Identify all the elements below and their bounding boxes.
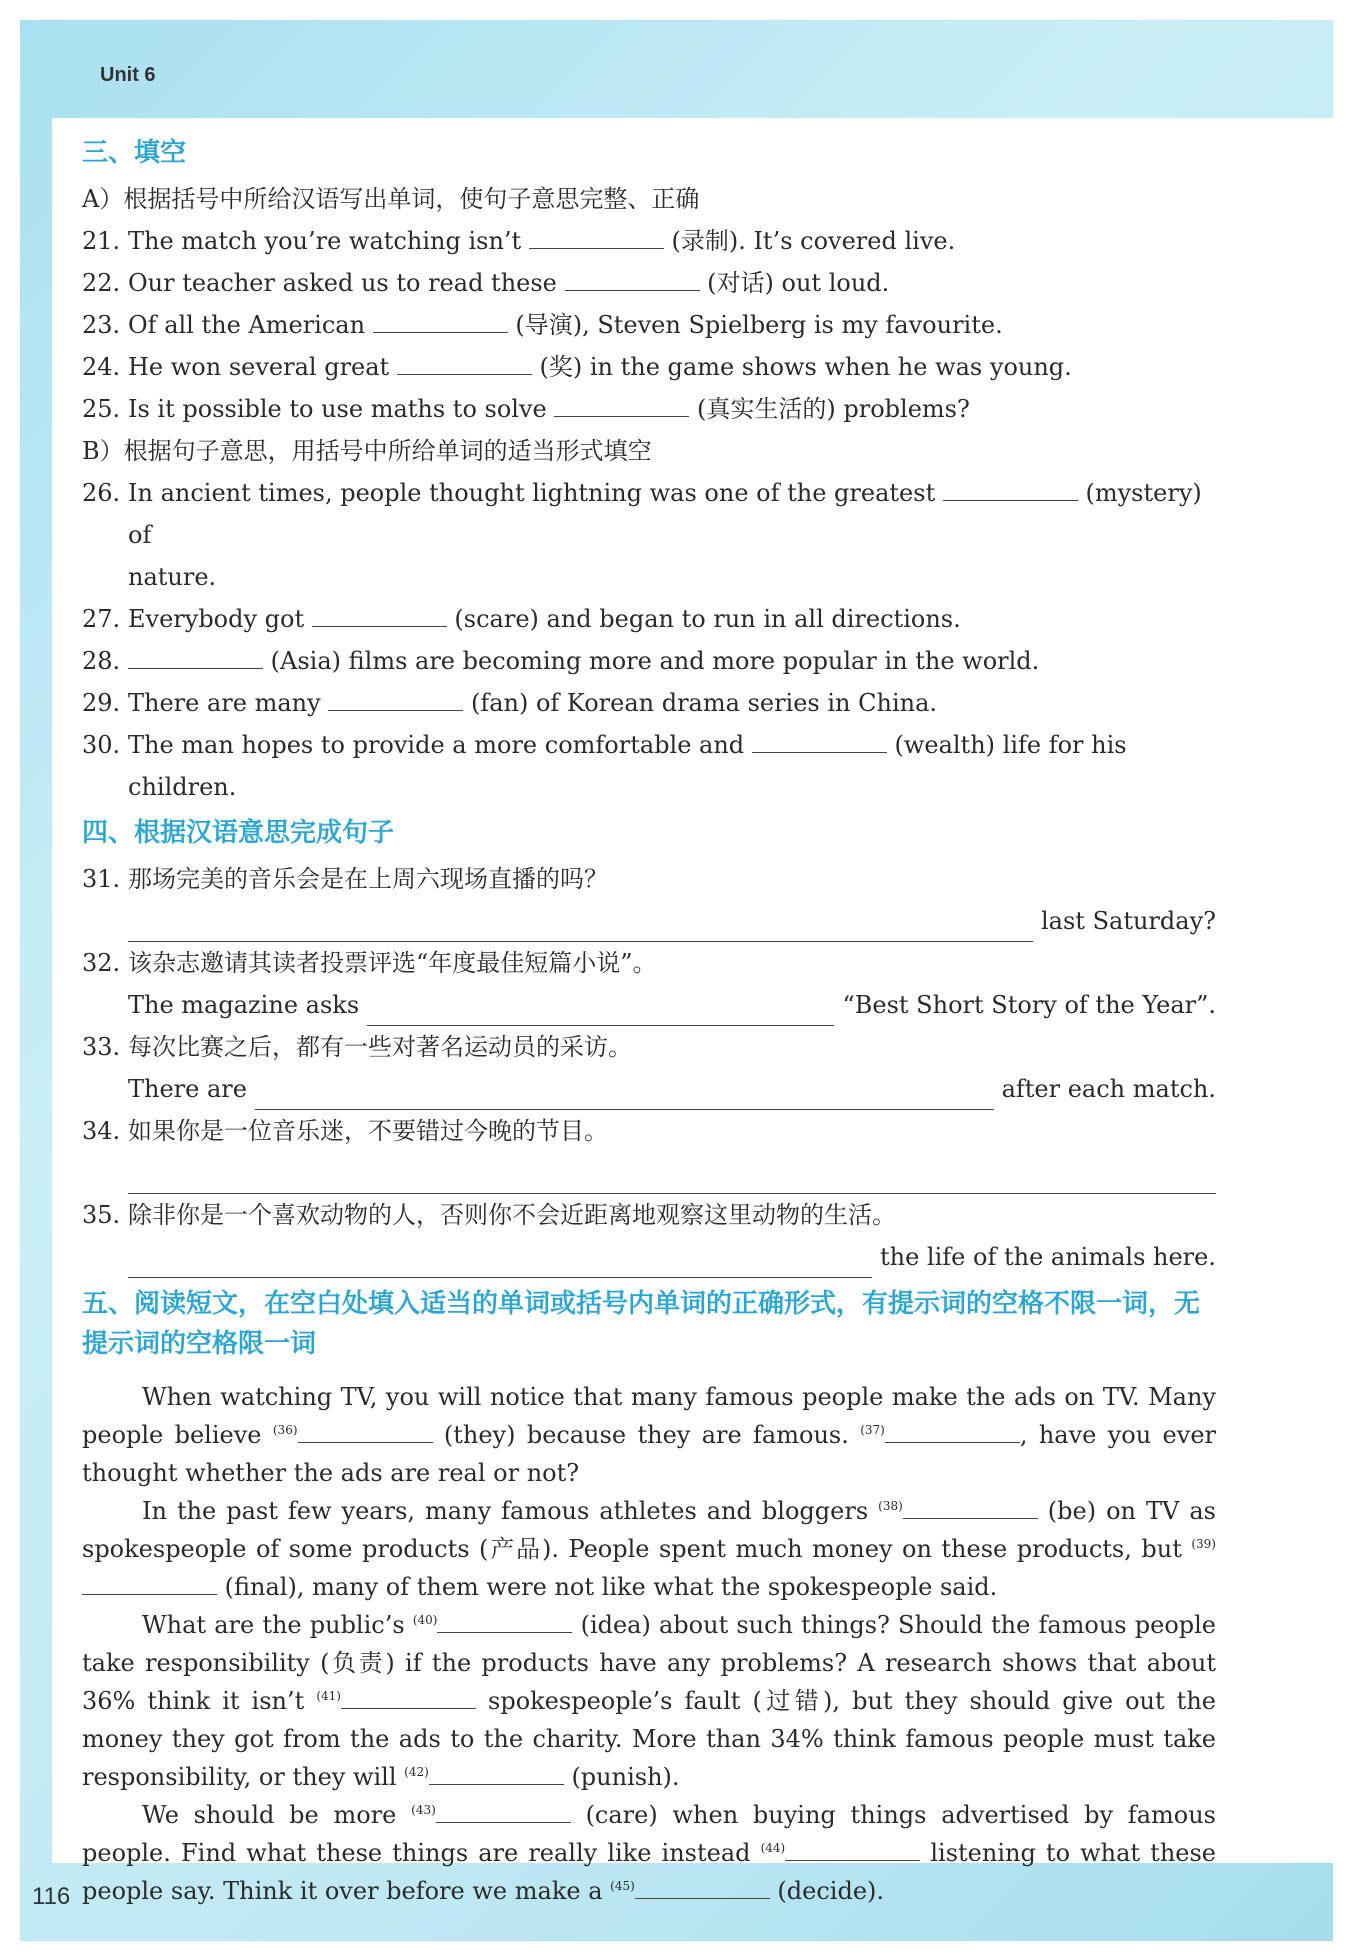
section-4-title: 四、根据汉语意思完成句子 — [82, 818, 395, 848]
page-number: 116 — [32, 1883, 71, 1910]
part-b-instruction: B）根据句子意思，用括号中所给单词的适当形式填空 — [82, 437, 652, 465]
answer-blank[interactable] — [529, 224, 664, 249]
answer-blank-39[interactable] — [82, 1570, 217, 1595]
part-a-instruction: A）根据括号中所给汉语写出单词，使句子意思完整、正确 — [82, 185, 700, 213]
answer-line-35: the life of the animals here. — [82, 1236, 1216, 1278]
answer-line-31: last Saturday? — [82, 900, 1216, 942]
answer-blank-40[interactable] — [437, 1608, 572, 1633]
answer-blank-43[interactable] — [436, 1798, 571, 1823]
question-27: 27. Everybody got (scare) and began to run in all directions. — [82, 598, 1216, 640]
paragraph-1: When watching TV, you will notice that many famous people make the ads on TV. Many people believe $^{(36)}$ (they) because they are famous. $^{(37)}$ , have you ever thought whether the ads are real or not? — [82, 1383, 1216, 1487]
question-28: 28. (Asia) films are becoming more and more popular in the world. — [82, 640, 1216, 682]
question-34: 34. 如果你是一位音乐迷，不要错过今晚的节目。 — [82, 1117, 608, 1145]
section-5-title: 五、阅读短文，在空白处填入适当的单词或括号内单词的正确形式，有提示词的空格不限一词，无提示词的空格限一词 — [82, 1289, 1201, 1359]
answer-blank[interactable] — [128, 1165, 1216, 1194]
answer-blank[interactable] — [128, 644, 263, 669]
question-31: 31. 那场完美的音乐会是在上周六现场直播的吗？ — [82, 865, 608, 893]
paragraph-4: We should be more $^{(43)}$ (care) when buying things advertised by famous people. Find what these things are really like instead $^{(44)}$ listening to what these people say. Think it over before we make a $^{(45)}$ (decide). — [82, 1796, 1216, 1910]
section-3-title: 三、填空 — [82, 138, 187, 168]
question-26: 26. In ancient times, people thought lightning was one of the greatest (mystery) of — [82, 472, 1216, 556]
answer-line-32: The magazine asks “Best Short Story of the Year”. — [82, 984, 1216, 1026]
answer-blank-45[interactable] — [635, 1874, 770, 1899]
worksheet — [82, 128, 1216, 1910]
question-30: 30. The man hopes to provide a more comfortable and (wealth) life for his children. — [82, 724, 1216, 808]
question-26-continuation: nature. — [128, 563, 217, 591]
question-33: 33. 每次比赛之后，都有一些对著名运动员的采访。 — [82, 1033, 632, 1061]
answer-blank[interactable] — [328, 686, 463, 711]
answer-line-33: There are after each match. — [82, 1068, 1216, 1110]
unit-label: Unit 6 — [100, 64, 156, 86]
answer-blank[interactable] — [397, 350, 532, 375]
question-22: 22. Our teacher asked us to read these (对话) out loud. — [82, 262, 1216, 304]
question-32: 32. 该杂志邀请其读者投票评选“年度最佳短篇小说”。 — [82, 949, 657, 977]
answer-blank[interactable] — [128, 913, 1033, 942]
answer-blank[interactable] — [565, 266, 700, 291]
answer-blank[interactable] — [943, 476, 1078, 501]
question-35: 35. 除非你是一个喜欢动物的人，否则你不会近距离地观察这里动物的生活。 — [82, 1201, 896, 1229]
answer-blank-42[interactable] — [429, 1760, 564, 1785]
answer-blank-36[interactable] — [298, 1418, 433, 1443]
question-24: 24. He won several great (奖) in the game shows when he was young. — [82, 346, 1216, 388]
question-25: 25. Is it possible to use maths to solve (真实生活的) problems? — [82, 388, 1216, 430]
paragraph-2: In the past few years, many famous athletes and bloggers $^{(38)}$ (be) on TV as spokespeople of some products (产品). People spent much money on these products, but $^{(39)}$ (final), many of them were not like what the spokespeople said. — [82, 1492, 1216, 1606]
answer-blank[interactable] — [367, 997, 834, 1026]
answer-blank-41[interactable] — [341, 1684, 476, 1709]
question-21: 21. The match you’re watching isn’t (录制). It’s covered live. — [82, 220, 1216, 262]
answer-blank-38[interactable] — [903, 1494, 1038, 1519]
question-23: 23. Of all the American (导演), Steven Spielberg is my favourite. — [82, 304, 1216, 346]
answer-blank[interactable] — [312, 602, 447, 627]
answer-blank[interactable] — [373, 308, 508, 333]
answer-blank[interactable] — [128, 1249, 872, 1278]
answer-blank-44[interactable] — [785, 1836, 920, 1861]
answer-blank[interactable] — [255, 1081, 994, 1110]
paragraph-3: What are the public’s $^{(40)}$ (idea) about such things? Should the famous people take responsibility (负责) if the products have any problems? A research shows that about 36% think it isn’t $^{(41)}$ spokespeople’s fault (过错), but they should give out the money they got from the ads to the charity. More than 34% think famous people must take responsibility, or they will $^{(42)}$ (punish). — [82, 1606, 1216, 1796]
reading-passage — [82, 1378, 1216, 1910]
answer-blank-37[interactable] — [885, 1418, 1020, 1443]
answer-line-34 — [82, 1152, 1216, 1194]
answer-blank[interactable] — [554, 392, 689, 417]
question-29: 29. There are many (fan) of Korean drama series in China. — [82, 682, 1216, 724]
answer-blank[interactable] — [752, 728, 887, 753]
